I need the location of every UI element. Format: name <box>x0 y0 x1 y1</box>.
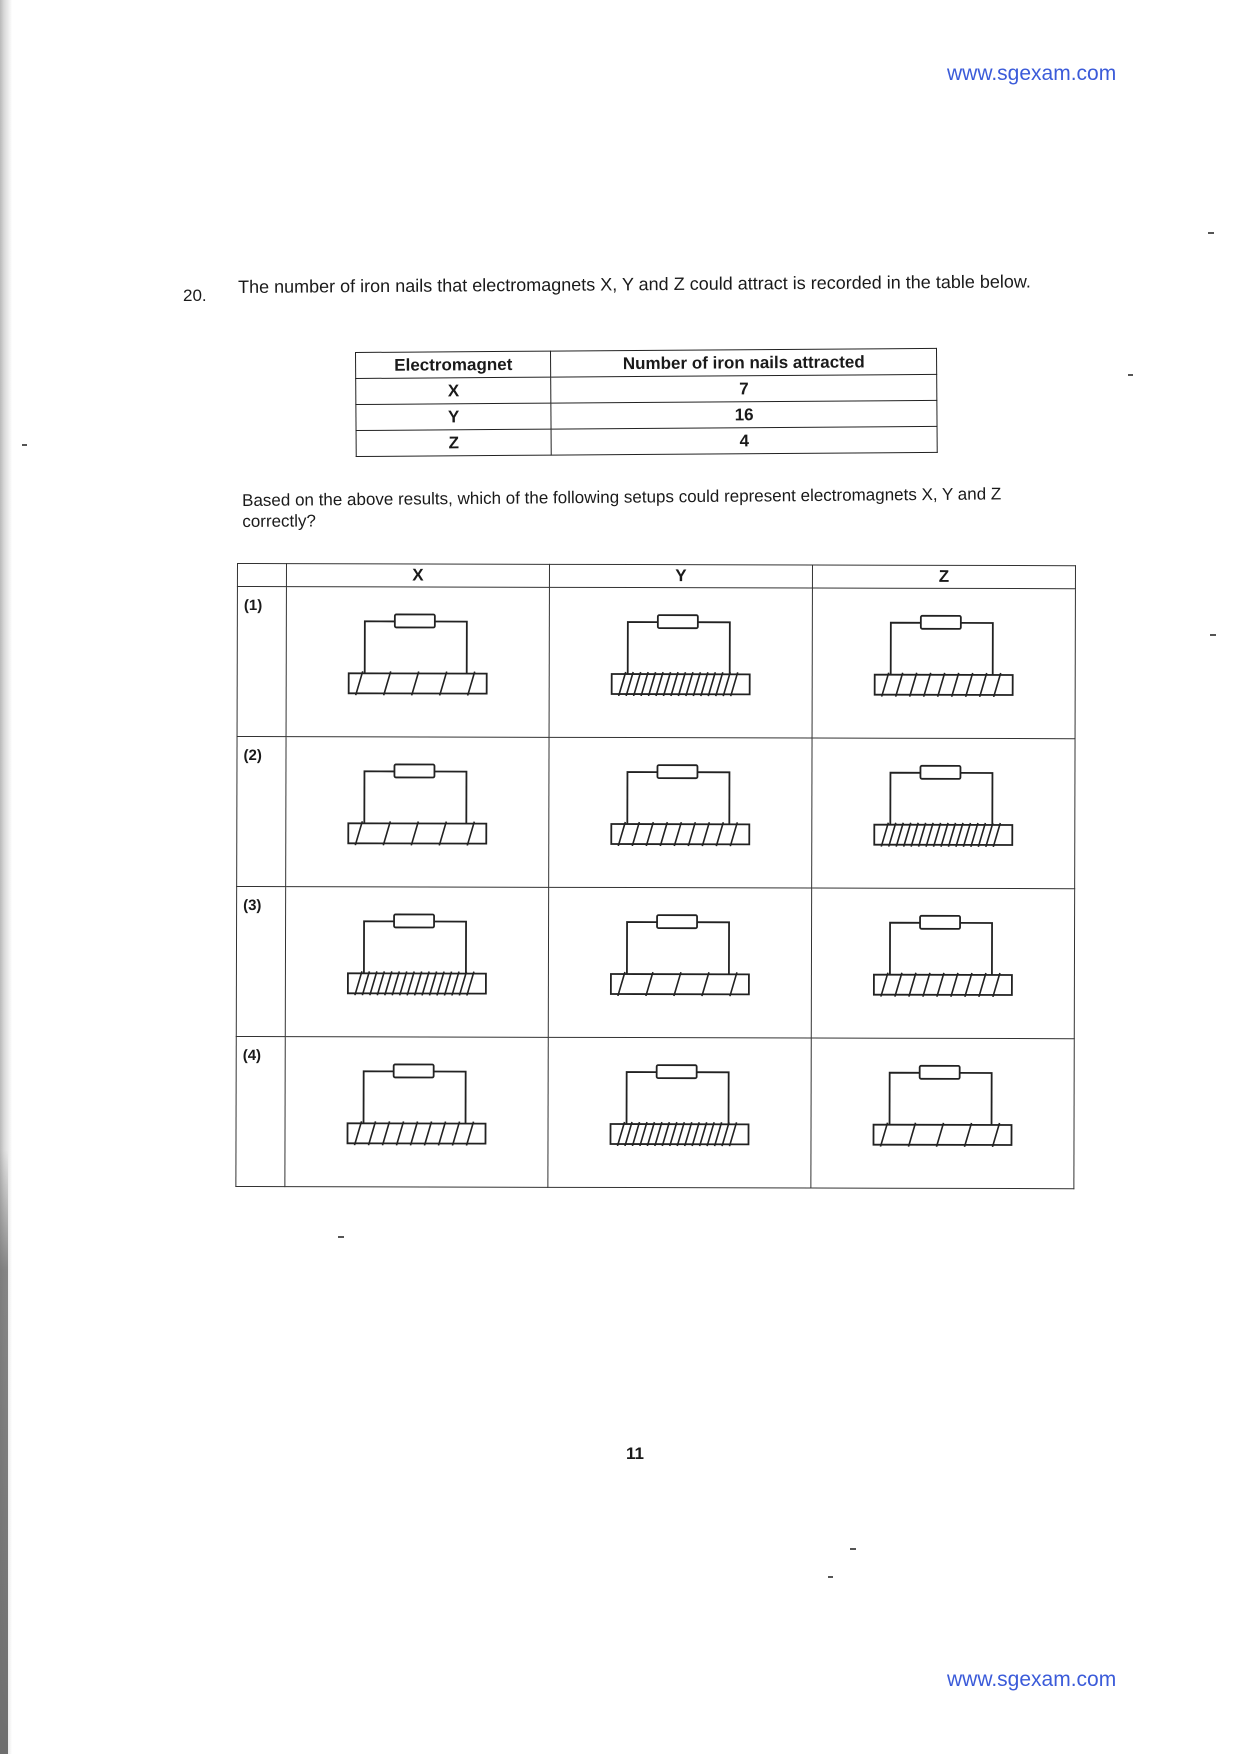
battery-box <box>657 765 697 778</box>
electromagnet-diagram <box>606 610 756 696</box>
table-row <box>356 374 937 404</box>
electromagnet-diagram <box>343 609 493 695</box>
scan-speck <box>850 1548 856 1550</box>
electromagnet-diagram <box>869 611 1019 697</box>
electromagnet-diagram <box>342 909 492 995</box>
electromagnet-diagram <box>868 761 1018 847</box>
setup-cell-z <box>811 1038 1074 1189</box>
setup-cell-x <box>285 887 548 1038</box>
setup-cell-y <box>548 887 811 1038</box>
battery-box <box>921 616 961 629</box>
results-table <box>355 348 938 457</box>
setup-cell-z <box>811 888 1074 1039</box>
battery-box <box>395 614 435 627</box>
scan-speck <box>1128 374 1133 376</box>
electromagnet-diagram <box>868 911 1018 997</box>
battery-box <box>394 1064 434 1077</box>
scan-speck <box>338 1236 344 1238</box>
circuit-wire <box>364 1071 466 1123</box>
table-row <box>356 400 937 430</box>
setup-cell-y <box>549 737 812 888</box>
setup-cell-y <box>548 1037 811 1188</box>
scan-speck <box>1208 232 1214 234</box>
battery-box <box>920 916 960 929</box>
option-row <box>237 737 1075 889</box>
question-text: The number of iron nails that electromagnets X, Y and Z could attract is recorded in the table below. <box>238 271 1031 297</box>
battery-box <box>657 915 697 928</box>
scan-speck <box>22 444 27 446</box>
option-label: (3) <box>236 887 285 1037</box>
circuit-wire <box>364 771 466 823</box>
battery-box <box>658 615 698 628</box>
nails-cell: 16 <box>551 400 937 429</box>
circuit-wire <box>627 1072 729 1124</box>
electromagnet-diagram <box>867 1061 1017 1147</box>
battery-box <box>920 1066 960 1079</box>
options-header-y: Y <box>549 564 812 588</box>
question-prompt: Based on the above results, which of the following setups could represent electromagnets X, Y and Z correctly? <box>242 484 1002 531</box>
scan-speck <box>1210 634 1216 636</box>
setup-cell-z <box>812 588 1075 739</box>
circuit-wire <box>627 922 729 974</box>
electromagnet-diagram <box>604 1060 754 1146</box>
nails-cell: 7 <box>551 374 937 403</box>
option-label: (1) <box>237 587 286 737</box>
battery-box <box>394 764 434 777</box>
nails-cell: 4 <box>551 426 937 455</box>
circuit-wire <box>364 921 466 973</box>
setup-cell-z <box>812 738 1075 889</box>
option-row <box>236 1036 1074 1188</box>
table-row <box>356 426 937 456</box>
setup-cell-x <box>286 587 549 738</box>
setup-cell-y <box>549 587 812 738</box>
magnet-cell: Y <box>356 403 552 430</box>
option-label: (2) <box>237 737 286 887</box>
battery-box <box>657 1065 697 1078</box>
electromagnet-diagram <box>605 910 755 996</box>
options-corner <box>237 564 286 587</box>
battery-box <box>394 914 434 927</box>
setup-cell-x <box>285 1037 548 1188</box>
options-table <box>235 563 1076 1189</box>
question-number: 20. <box>183 286 207 305</box>
scan-shadow-bottom <box>0 1150 8 1754</box>
circuit-wire <box>627 772 729 824</box>
battery-box <box>920 766 960 779</box>
electromagnet-diagram <box>341 1059 491 1145</box>
option-row <box>236 887 1074 1039</box>
circuit-wire <box>365 621 467 673</box>
option-label: (4) <box>236 1036 285 1186</box>
page-number: 11 <box>626 1444 644 1463</box>
options-header-x: X <box>286 564 549 588</box>
circuit-wire <box>891 623 993 675</box>
electromagnet-diagram <box>605 760 755 846</box>
magnet-cell: Z <box>356 429 552 456</box>
watermark-bottom: www.sgexam.com <box>947 1668 1117 1691</box>
circuit-wire <box>890 773 992 825</box>
circuit-wire <box>628 622 730 674</box>
header-nails: Number of iron nails attracted <box>551 348 937 377</box>
setup-cell-x <box>286 737 549 888</box>
electromagnet-diagram <box>342 759 492 845</box>
magnet-cell: X <box>356 377 552 404</box>
watermark-top: www.sgexam.com <box>947 62 1117 85</box>
options-header-z: Z <box>812 565 1075 589</box>
header-electromagnet: Electromagnet <box>356 351 552 378</box>
circuit-wire <box>890 923 992 975</box>
scan-speck <box>828 1576 833 1578</box>
circuit-wire <box>890 1073 992 1125</box>
option-row <box>237 587 1075 739</box>
